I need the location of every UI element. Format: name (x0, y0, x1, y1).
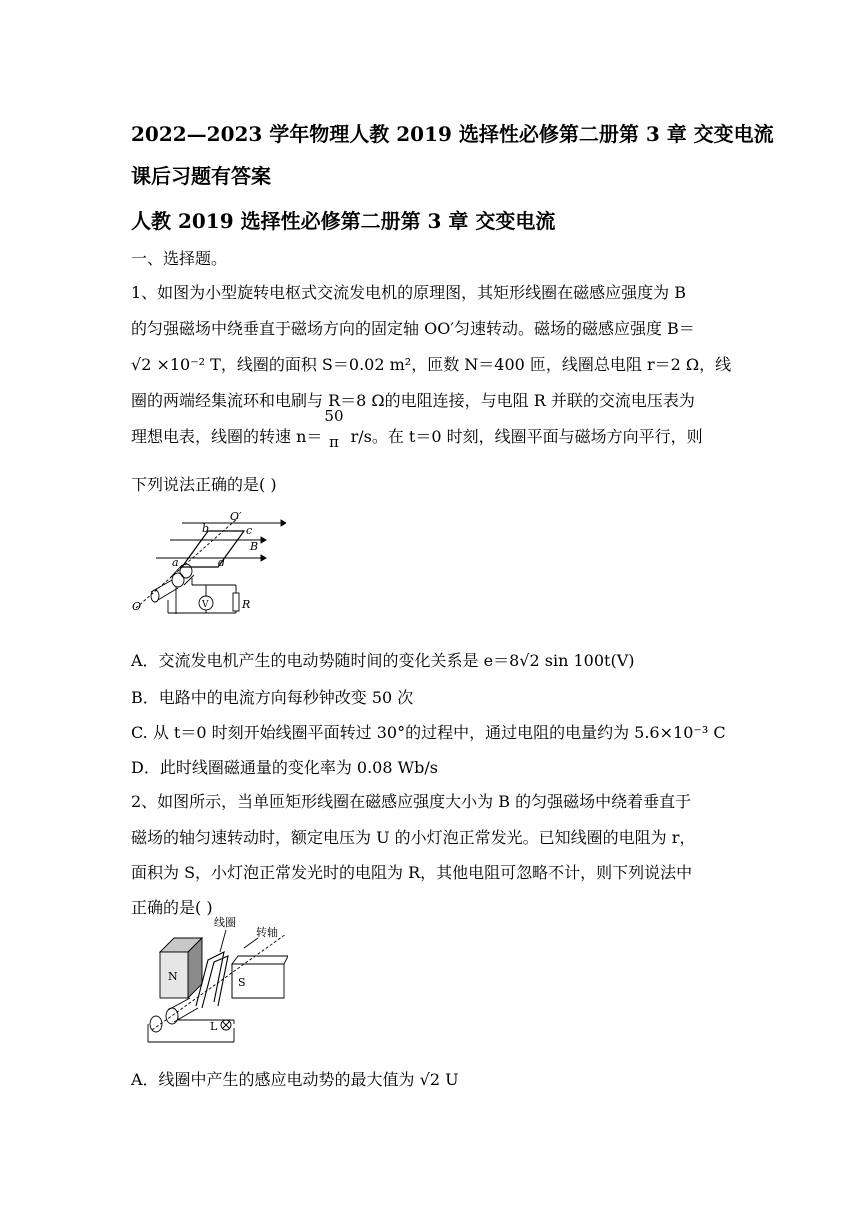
label-south: S (238, 976, 246, 989)
q1-line3-rest: ×10⁻² T，线圈的面积 S＝0.02 m²，匝数 N＝400 匝，线圈总电阻 r＝2 Ω，线 (151, 355, 732, 374)
q1-option-a (131, 648, 634, 671)
q1-option-b: B．电路中的电流方向每秒钟改变 50 次 (131, 688, 414, 707)
label-c: c (246, 524, 253, 537)
document-title-line1: 2022—2023 学年物理人教 2019 选择性必修第二册第 3 章 交变电流 (131, 122, 774, 146)
label-b: b (202, 522, 210, 535)
q1-option-a-text: A．交流发电机产生的电动势随时间的变化关系是 e＝8 (131, 651, 520, 670)
label-coil: 线圈 (214, 916, 236, 929)
q1-line5-a: 理想电表，线圈的转速 n＝ (131, 427, 323, 446)
label-a: a (172, 556, 179, 569)
label-north: N (168, 970, 178, 983)
label-B-field: B (250, 540, 259, 553)
q1-option-d: D．此时线圈磁通量的变化率为 0.08 Wb/s (131, 758, 438, 777)
label-o-prime: O′ (230, 510, 242, 523)
q2-line1: 2、如图所示，当单匝矩形线圈在磁感应强度大小为 B 的匀强磁场中绕着垂直于 (131, 792, 692, 811)
q1-option-a-sqrt: √2 (519, 651, 540, 670)
q2-option-a (131, 1067, 459, 1090)
q1-sqrt2: √2 (131, 355, 152, 374)
label-lamp: L (210, 1020, 218, 1033)
chapter-subtitle: 人教 2019 选择性必修第二册第 3 章 交变电流 (131, 209, 556, 233)
q1-speed-fraction (322, 407, 345, 451)
q1-line5-b: r/s。在 t＝0 时刻，线圈平面与磁场方向平行，则 (345, 427, 703, 446)
q1-line6: 下列说法正确的是( ) (131, 475, 277, 494)
label-resistor: R (242, 598, 251, 611)
q2-option-a-text: A．线圈中产生的感应电动势的最大值为 (131, 1070, 420, 1089)
q1-fraction-denominator: π (329, 432, 339, 451)
q1-line5 (131, 406, 703, 451)
q1-generator-figure (126, 508, 286, 614)
q2-line3: 面积为 S，小灯泡正常发光时的电阻为 R，其他电阻可忽略不计，则下列说法中 (131, 863, 693, 882)
q2-option-a-sqrt: √2 (419, 1070, 441, 1089)
label-voltmeter: V (202, 600, 209, 610)
coil (182, 531, 244, 567)
q2-line4: 正确的是( ) (131, 898, 213, 917)
q1-line1: 1、如图为小型旋转电枢式交流发电机的原理图，其矩形线圈在磁感应强度为 B (131, 283, 687, 302)
q2-option-a-rest: U (440, 1070, 459, 1089)
section-heading: 一、选择题。 (131, 249, 228, 268)
q1-line2: 的匀强磁场中绕垂直于磁场方向的固定轴 OO′匀速转动。磁场的磁感应强度 B＝ (131, 319, 695, 338)
document-title-line2: 课后习题有答案 (131, 164, 271, 188)
q2-line2: 磁场的轴匀速转动时，额定电压为 U 的小灯泡正常发光。已知线圈的电阻为 r， (131, 828, 696, 847)
q1-option-a-rest: sin 100t(V) (539, 651, 635, 670)
label-axis: 转轴 (256, 926, 278, 939)
label-O: O (132, 600, 142, 613)
q1-line3 (131, 352, 731, 375)
q1-line4: 圈的两端经集流环和电刷与 R＝8 Ω的电阻连接，与电阻 R 并联的交流电压表为 (131, 391, 695, 410)
q1-fraction-numerator: 50 (324, 406, 344, 425)
q1-option-c: C. 从 t＝0 时刻开始线圈平面转过 30°的过程中，通过电阻的电量约为 5.6×10⁻³ C (131, 723, 726, 742)
label-d: d (218, 556, 226, 569)
q2-generator-figure (138, 912, 288, 1047)
